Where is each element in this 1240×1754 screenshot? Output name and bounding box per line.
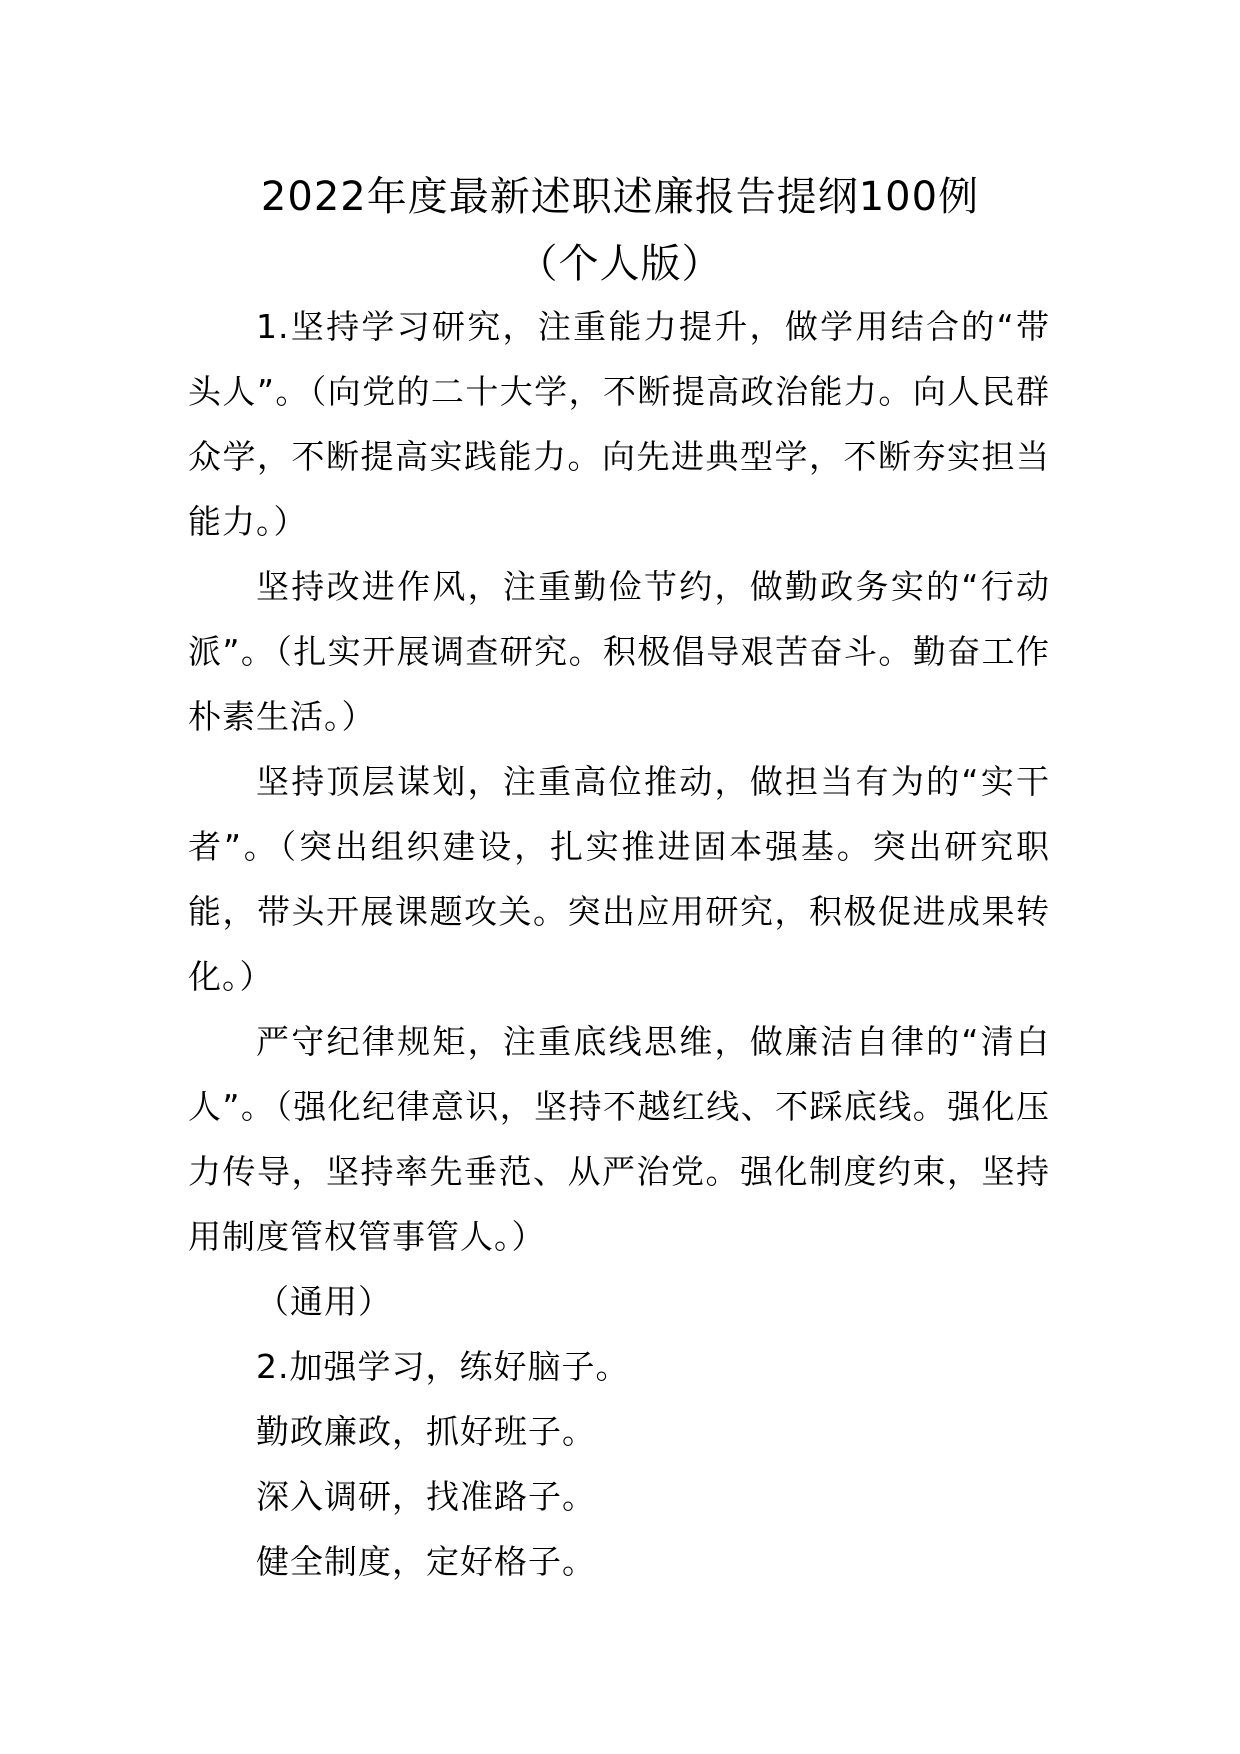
document-title: 2022年度最新述职述廉报告提纲100例 bbox=[260, 174, 980, 220]
document-subtitle: （个人版） bbox=[517, 241, 723, 287]
document-body bbox=[188, 294, 1050, 1594]
paragraph-8: 健全制度，定好格子。 bbox=[256, 1542, 596, 1581]
paragraph-general-note: （通用） bbox=[256, 1282, 392, 1321]
paragraph-3: 坚持顶层谋划，注重高位推动，做担当有为的“实干者”。（突出组织建设，扎实推进固本强基。突出研究职能，带头开展课题攻关。突出应用研究，积极促进成果转化。） bbox=[188, 762, 1050, 996]
paragraph-1: 1.坚持学习研究，注重能力提升，做学用结合的“带头人”。（向党的二十大学，不断提高政治能力。向人民群众学，不断提高实践能力。向先进典型学，不断夯实担当能力。） bbox=[188, 307, 1050, 541]
paragraph-6: 勤政廉政，抓好班子。 bbox=[256, 1412, 596, 1451]
paragraph-5: 2.加强学习，练好脑子。 bbox=[256, 1347, 630, 1386]
paragraph-7: 深入调研，找准路子。 bbox=[256, 1477, 596, 1516]
paragraph-2: 坚持改进作风，注重勤俭节约，做勤政务实的“行动派”。（扎实开展调查研究。积极倡导艰苦奋斗。勤奋工作朴素生活。） bbox=[188, 567, 1050, 736]
paragraph-4: 严守纪律规矩，注重底线思维，做廉洁自律的“清白人”。（强化纪律意识，坚持不越红线、不踩底线。强化压力传导，坚持率先垂范、从严治党。强化制度约束，坚持用制度管权管事管人。） bbox=[188, 1022, 1050, 1256]
